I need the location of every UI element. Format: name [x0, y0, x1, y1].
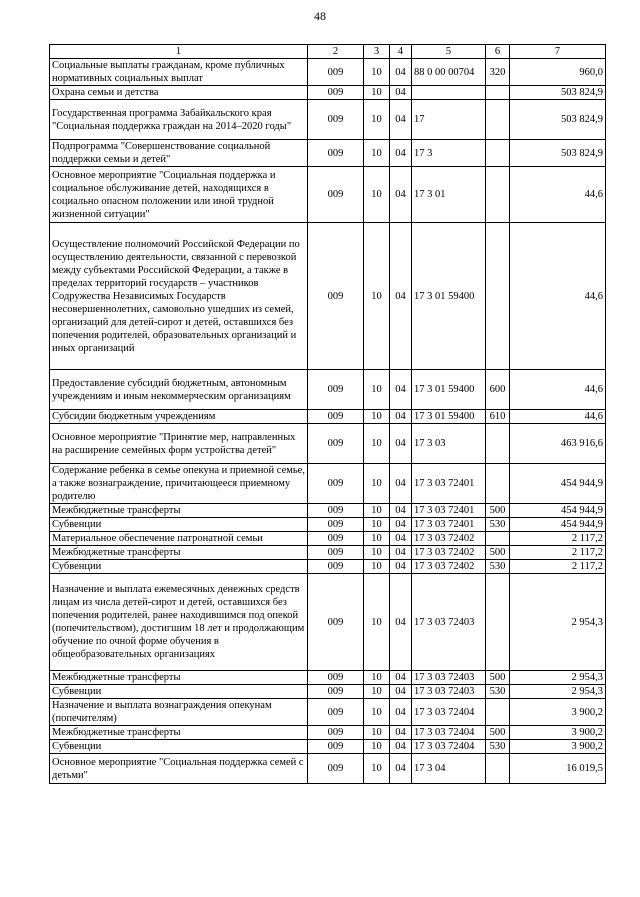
row-target-article: 17 3 03 — [412, 424, 486, 464]
header-cell: 1 — [50, 45, 308, 59]
row-code: 009 — [308, 685, 364, 699]
row-amount: 463 916,6 — [510, 424, 606, 464]
row-name: Субсидии бюджетным учреждениям — [50, 410, 308, 424]
row-expense-type: 530 — [486, 560, 510, 574]
row-subsection: 04 — [390, 410, 412, 424]
row-name: Осуществление полномочий Российской Федерации по осуществлению деятельности, связанной с перевозкой между субъектами Российской Федерации, а также в пределах территорий государств – участников Содружества Независимых Государств несовершеннолетних, самовольно ушедших из семей, организаций для детей-сирот и детей, оставшихся без попечения родителей, образовательных организаций и иных организаций — [50, 223, 308, 370]
table-row — [50, 59, 606, 86]
row-amount: 2 954,3 — [510, 671, 606, 685]
row-subsection: 04 — [390, 560, 412, 574]
row-subsection: 04 — [390, 726, 412, 740]
row-name: Предоставление субсидий бюджетным, автономным учреждениям и иным некоммерческим организациям — [50, 370, 308, 410]
row-subsection: 04 — [390, 223, 412, 370]
row-target-article: 17 3 03 72401 — [412, 504, 486, 518]
row-name: Межбюджетные трансферты — [50, 504, 308, 518]
row-code: 009 — [308, 671, 364, 685]
row-code: 009 — [308, 464, 364, 504]
row-subsection: 04 — [390, 370, 412, 410]
row-code: 009 — [308, 518, 364, 532]
row-name: Основное мероприятие "Социальная поддержка семей с детьми" — [50, 754, 308, 784]
row-expense-type: 500 — [486, 671, 510, 685]
row-code: 009 — [308, 167, 364, 223]
row-code: 009 — [308, 59, 364, 86]
row-name: Государственная программа Забайкальского края "Социальная поддержка граждан на 2014–2020 годы" — [50, 100, 308, 140]
row-expense-type — [486, 167, 510, 223]
row-expense-type — [486, 532, 510, 546]
row-section: 10 — [364, 59, 390, 86]
row-section: 10 — [364, 370, 390, 410]
row-expense-type: 530 — [486, 685, 510, 699]
header-cell: 5 — [412, 45, 486, 59]
row-expense-type: 500 — [486, 546, 510, 560]
row-amount: 44,6 — [510, 370, 606, 410]
row-subsection: 04 — [390, 685, 412, 699]
row-target-article: 17 3 01 59400 — [412, 410, 486, 424]
row-target-article: 17 3 03 72403 — [412, 685, 486, 699]
row-code: 009 — [308, 546, 364, 560]
row-expense-type — [486, 100, 510, 140]
row-subsection: 04 — [390, 740, 412, 754]
row-section: 10 — [364, 740, 390, 754]
row-name: Субвенции — [50, 560, 308, 574]
row-section: 10 — [364, 574, 390, 671]
row-name: Субвенции — [50, 685, 308, 699]
row-amount: 2 117,2 — [510, 546, 606, 560]
row-code: 009 — [308, 532, 364, 546]
row-code: 009 — [308, 574, 364, 671]
row-amount: 2 954,3 — [510, 685, 606, 699]
row-name: Субвенции — [50, 740, 308, 754]
row-subsection: 04 — [390, 59, 412, 86]
row-section: 10 — [364, 223, 390, 370]
row-code: 009 — [308, 223, 364, 370]
row-subsection: 04 — [390, 464, 412, 504]
table-row — [50, 699, 606, 726]
row-amount: 454 944,9 — [510, 518, 606, 532]
row-section: 10 — [364, 424, 390, 464]
row-code: 009 — [308, 370, 364, 410]
row-name: Назначение и выплата вознаграждения опекунам (попечителям) — [50, 699, 308, 726]
row-subsection: 04 — [390, 504, 412, 518]
row-amount: 503 824,9 — [510, 86, 606, 100]
row-target-article: 17 3 01 — [412, 167, 486, 223]
row-expense-type — [486, 424, 510, 464]
row-expense-type — [486, 223, 510, 370]
row-expense-type: 610 — [486, 410, 510, 424]
row-name: Охрана семьи и детства — [50, 86, 308, 100]
row-amount: 3 900,2 — [510, 726, 606, 740]
row-target-article: 17 3 03 72401 — [412, 518, 486, 532]
table-row — [50, 754, 606, 784]
row-target-article: 88 0 00 00704 — [412, 59, 486, 86]
row-code: 009 — [308, 410, 364, 424]
row-expense-type — [486, 699, 510, 726]
table-row — [50, 504, 606, 518]
row-name: Назначение и выплата ежемесячных денежных средств лицам из числа детей-сирот и детей, оставшихся без попечения родителей, ранее находившимся под опекой (попечительством), достигшим 18 лет и продолжающим обучение по очной форме обучения в общеобразовательных организациях — [50, 574, 308, 671]
row-expense-type — [486, 464, 510, 504]
row-code: 009 — [308, 424, 364, 464]
row-target-article: 17 3 04 — [412, 754, 486, 784]
row-amount: 503 824,9 — [510, 100, 606, 140]
table-row — [50, 410, 606, 424]
row-code: 009 — [308, 100, 364, 140]
row-name: Межбюджетные трансферты — [50, 671, 308, 685]
header-row — [50, 45, 606, 59]
row-subsection: 04 — [390, 100, 412, 140]
row-section: 10 — [364, 410, 390, 424]
row-amount: 16 019,5 — [510, 754, 606, 784]
row-expense-type: 600 — [486, 370, 510, 410]
row-amount: 44,6 — [510, 167, 606, 223]
row-amount: 454 944,9 — [510, 464, 606, 504]
row-target-article: 17 3 03 72403 — [412, 574, 486, 671]
table-row — [50, 685, 606, 699]
row-target-article — [412, 86, 486, 100]
budget-table — [49, 44, 606, 784]
row-section: 10 — [364, 464, 390, 504]
row-subsection: 04 — [390, 86, 412, 100]
row-code: 009 — [308, 504, 364, 518]
row-code: 009 — [308, 740, 364, 754]
row-amount: 44,6 — [510, 223, 606, 370]
row-expense-type: 320 — [486, 59, 510, 86]
row-target-article: 17 3 03 72402 — [412, 560, 486, 574]
row-name: Субвенции — [50, 518, 308, 532]
row-code: 009 — [308, 699, 364, 726]
row-section: 10 — [364, 100, 390, 140]
table-row — [50, 370, 606, 410]
row-target-article: 17 3 03 72401 — [412, 464, 486, 504]
table-row — [50, 740, 606, 754]
row-section: 10 — [364, 518, 390, 532]
row-section: 10 — [364, 140, 390, 167]
row-target-article: 17 3 03 72404 — [412, 740, 486, 754]
table-row — [50, 167, 606, 223]
header-cell: 3 — [364, 45, 390, 59]
header-cell: 6 — [486, 45, 510, 59]
row-target-article: 17 3 03 72404 — [412, 726, 486, 740]
row-expense-type: 530 — [486, 740, 510, 754]
table-row — [50, 464, 606, 504]
row-subsection: 04 — [390, 424, 412, 464]
row-code: 009 — [308, 560, 364, 574]
row-section: 10 — [364, 685, 390, 699]
row-expense-type — [486, 754, 510, 784]
row-target-article: 17 3 01 59400 — [412, 370, 486, 410]
row-target-article: 17 3 03 72402 — [412, 532, 486, 546]
row-subsection: 04 — [390, 518, 412, 532]
row-section: 10 — [364, 86, 390, 100]
row-amount: 44,6 — [510, 410, 606, 424]
row-name: Материальное обеспечение патронатной семьи — [50, 532, 308, 546]
row-subsection: 04 — [390, 532, 412, 546]
table-row — [50, 424, 606, 464]
row-subsection: 04 — [390, 140, 412, 167]
row-expense-type — [486, 86, 510, 100]
row-section: 10 — [364, 671, 390, 685]
row-target-article: 17 3 — [412, 140, 486, 167]
row-amount: 2 117,2 — [510, 560, 606, 574]
row-section: 10 — [364, 754, 390, 784]
header-cell: 7 — [510, 45, 606, 59]
row-name: Содержание ребенка в семье опекуна и приемной семье, а также вознаграждение, причитающееся приемному родителю — [50, 464, 308, 504]
row-section: 10 — [364, 726, 390, 740]
table-row — [50, 671, 606, 685]
row-target-article: 17 3 03 72404 — [412, 699, 486, 726]
row-subsection: 04 — [390, 167, 412, 223]
row-amount: 454 944,9 — [510, 504, 606, 518]
row-target-article: 17 3 01 59400 — [412, 223, 486, 370]
row-amount: 2 954,3 — [510, 574, 606, 671]
table-row — [50, 100, 606, 140]
row-name: Межбюджетные трансферты — [50, 726, 308, 740]
row-name: Основное мероприятие "Принятие мер, направленных на расширение семейных форм устройства детей" — [50, 424, 308, 464]
header-cell: 2 — [308, 45, 364, 59]
row-section: 10 — [364, 504, 390, 518]
row-name: Межбюджетные трансферты — [50, 546, 308, 560]
table-row — [50, 574, 606, 671]
row-expense-type: 500 — [486, 726, 510, 740]
header-cell: 4 — [390, 45, 412, 59]
row-subsection: 04 — [390, 546, 412, 560]
row-target-article: 17 — [412, 100, 486, 140]
table-body — [50, 59, 606, 784]
page-number: 48 — [314, 9, 326, 23]
table-row — [50, 140, 606, 167]
row-section: 10 — [364, 560, 390, 574]
row-target-article: 17 3 03 72402 — [412, 546, 486, 560]
row-expense-type — [486, 574, 510, 671]
table-row — [50, 546, 606, 560]
row-subsection: 04 — [390, 574, 412, 671]
row-section: 10 — [364, 546, 390, 560]
table-row — [50, 560, 606, 574]
row-target-article: 17 3 03 72403 — [412, 671, 486, 685]
row-amount: 503 824,9 — [510, 140, 606, 167]
row-code: 009 — [308, 726, 364, 740]
row-subsection: 04 — [390, 699, 412, 726]
row-code: 009 — [308, 86, 364, 100]
row-amount: 3 900,2 — [510, 740, 606, 754]
table-row — [50, 726, 606, 740]
row-amount: 960,0 — [510, 59, 606, 86]
table-row — [50, 86, 606, 100]
row-subsection: 04 — [390, 754, 412, 784]
row-expense-type — [486, 140, 510, 167]
row-amount: 2 117,2 — [510, 532, 606, 546]
row-code: 009 — [308, 140, 364, 167]
row-name: Основное мероприятие "Социальная поддержка и социальное обслуживание детей, находящихся в социально опасном положении или иной трудной жизненной ситуации" — [50, 167, 308, 223]
row-name: Социальные выплаты гражданам, кроме публичных нормативных социальных выплат — [50, 59, 308, 86]
row-name: Подпрограмма "Совершенствование социальной поддержки семьи и детей" — [50, 140, 308, 167]
table-row — [50, 223, 606, 370]
row-amount: 3 900,2 — [510, 699, 606, 726]
row-code: 009 — [308, 754, 364, 784]
row-section: 10 — [364, 699, 390, 726]
row-section: 10 — [364, 167, 390, 223]
row-subsection: 04 — [390, 671, 412, 685]
table-row — [50, 518, 606, 532]
row-expense-type: 530 — [486, 518, 510, 532]
table-row — [50, 532, 606, 546]
row-expense-type: 500 — [486, 504, 510, 518]
row-section: 10 — [364, 532, 390, 546]
